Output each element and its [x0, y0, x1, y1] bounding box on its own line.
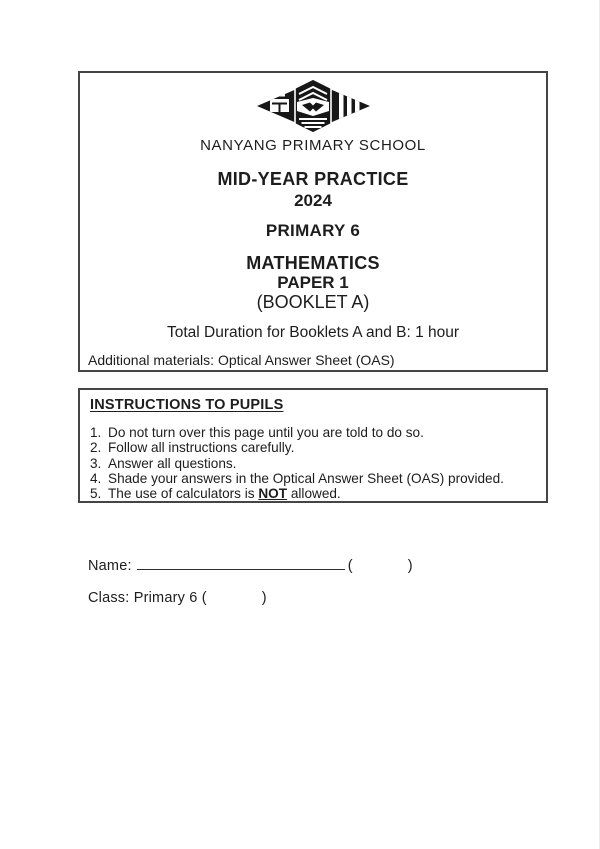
instructions-list	[90, 425, 536, 501]
instruction-text-prefix: The use of calculators is	[108, 486, 259, 502]
instruction-number: 5.	[90, 486, 102, 502]
paper-number: PAPER 1	[277, 273, 349, 292]
instruction-item	[90, 425, 536, 440]
name-field-row	[88, 557, 413, 575]
instruction-text	[108, 486, 536, 501]
instruction-item	[90, 440, 536, 455]
instruction-item	[90, 456, 536, 471]
instruction-text-suffix: allowed.	[287, 486, 341, 502]
instructions-heading: INSTRUCTIONS TO PUPILS	[90, 397, 284, 413]
name-blank-line	[137, 557, 345, 570]
school-crest-logo	[80, 79, 546, 133]
exam-title: MID-YEAR PRACTICE	[217, 169, 409, 189]
instruction-number: 2.	[90, 440, 102, 456]
exam-subject: MATHEMATICS	[246, 253, 380, 273]
exam-year: 2024	[294, 191, 332, 210]
instruction-text-emphasis: NOT	[258, 486, 288, 502]
instruction-text: Answer all questions.	[108, 455, 237, 471]
instruction-text: Do not turn over this page until you are told to do so.	[108, 425, 424, 440]
instruction-item	[90, 486, 536, 501]
instruction-number: 3.	[90, 455, 102, 471]
instruction-number: 4.	[90, 470, 102, 486]
class-label: Class: Primary 6 ( )	[88, 590, 267, 606]
duration-note: Total Duration for Booklets A and B: 1 hour	[166, 324, 460, 341]
booklet-label: (BOOKLET A)	[256, 292, 370, 312]
additional-materials-note: Additional materials: Optical Answer Sheet (OAS)	[88, 352, 395, 368]
school-name: NANYANG PRIMARY SCHOOL	[200, 137, 426, 154]
instruction-text: Follow all instructions carefully.	[108, 440, 295, 456]
school-crest-icon	[257, 79, 370, 133]
instruction-text: Shade your answers in the Optical Answer Sheet (OAS) provided.	[108, 470, 504, 486]
instruction-number: 1.	[90, 425, 102, 440]
name-label: Name:	[88, 558, 132, 574]
header-box	[78, 71, 548, 372]
name-index-parens: ( )	[347, 558, 413, 574]
class-field-row	[88, 590, 267, 607]
exam-level: PRIMARY 6	[265, 221, 361, 240]
instruction-item	[90, 471, 536, 486]
instructions-box	[78, 388, 548, 503]
